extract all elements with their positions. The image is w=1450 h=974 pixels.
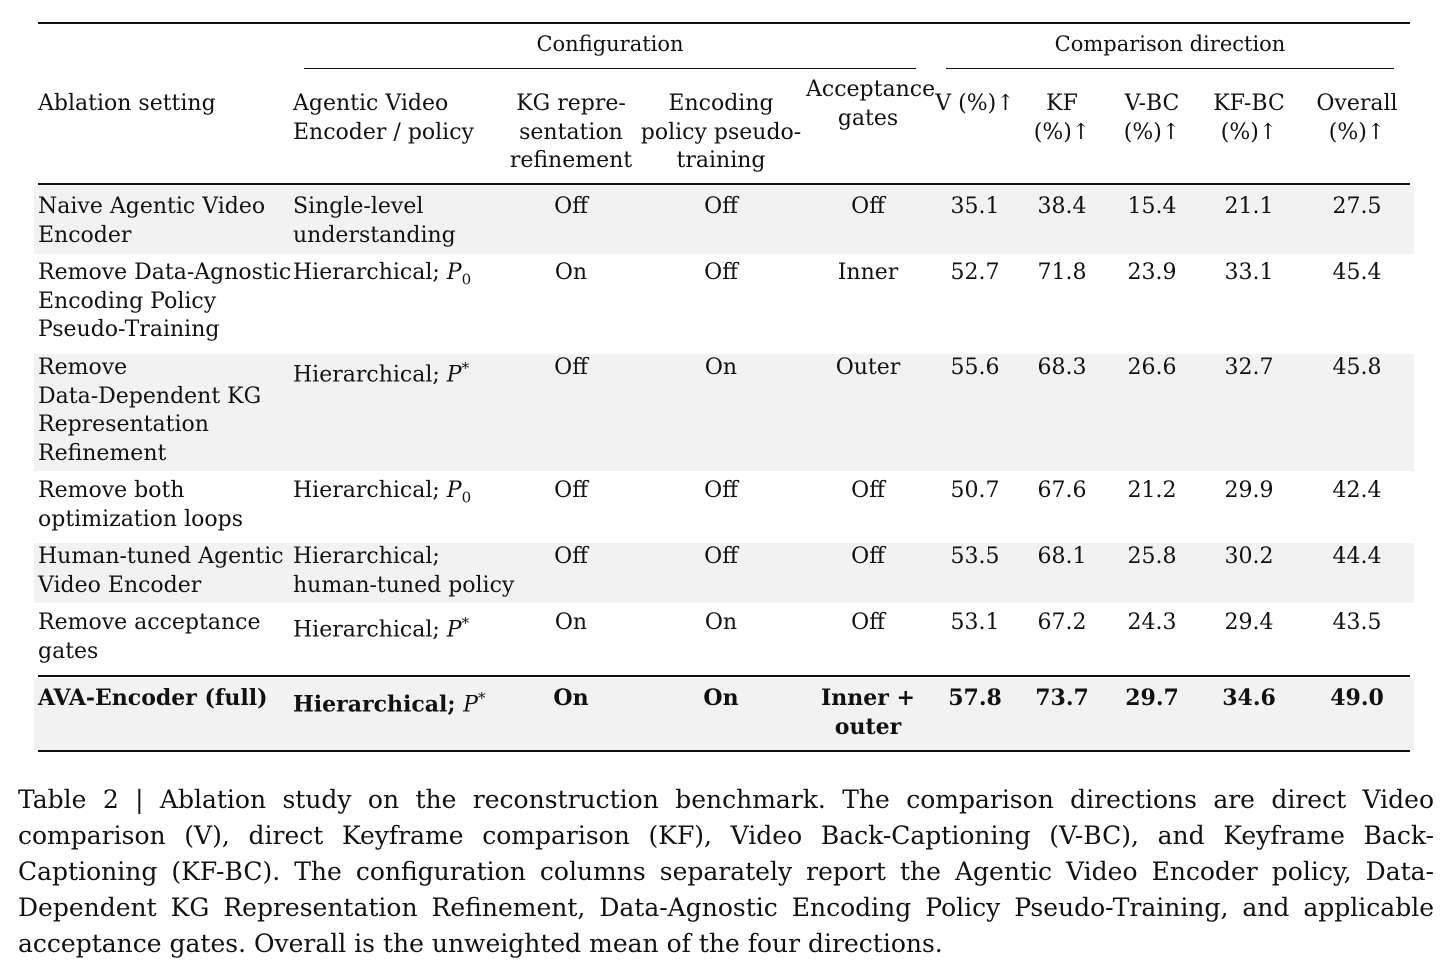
cell-vbc: 21.2 [1127, 478, 1177, 503]
cell-gates: Off [851, 544, 885, 569]
cell-overall: 27.5 [1332, 194, 1382, 219]
cell-policy: Hierarchical; P* [293, 359, 470, 388]
header-acceptance-gates: Acceptance gates [806, 77, 936, 131]
cell-policy: Hierarchical; $P_0$ [293, 478, 472, 507]
cell-v: 55.6 [950, 355, 1000, 380]
cell-enc: Off [704, 478, 738, 503]
cell-overall: 45.8 [1332, 355, 1382, 380]
cell-kfbc: 30.2 [1224, 544, 1274, 569]
cell-policy: Hierarchical; human-tuned policy [293, 544, 515, 598]
cell-policy: Hierarchical; P* [293, 689, 486, 718]
cell-kg: Off [554, 355, 588, 380]
bottom-rule [38, 750, 1410, 752]
cell-setting: Human-tuned Agentic Video Encoder [38, 544, 284, 598]
cell-gates: Inner [837, 260, 899, 285]
cell-policy: Hierarchical; $P_0$ [293, 260, 472, 289]
cell-kf: 71.8 [1037, 260, 1087, 285]
group-comparison: Comparison direction [1054, 32, 1286, 56]
header-encoding-pseudo-training: Encoding policy pseudo- training [640, 91, 802, 173]
group-comparison-rule [946, 68, 1394, 69]
header-overall: Overall (%)↑ [1316, 91, 1398, 145]
cell-gates: Off [851, 478, 885, 503]
cell-vbc: 29.7 [1125, 685, 1179, 711]
full-row-rule [38, 675, 1410, 677]
cell-kf: 38.4 [1037, 194, 1087, 219]
cell-kg: Off [554, 478, 588, 503]
cell-vbc: 26.6 [1127, 355, 1177, 380]
group-configuration-rule [304, 68, 916, 69]
cell-gates: Inner + outer [821, 685, 915, 740]
cell-kf: 73.7 [1035, 685, 1089, 711]
cell-kg: Off [554, 194, 588, 219]
cell-kf: 68.1 [1037, 544, 1087, 569]
cell-setting: Remove acceptance gates [38, 610, 261, 664]
cell-gates: Off [851, 610, 885, 635]
cell-enc: On [703, 685, 739, 711]
cell-vbc: 25.8 [1127, 544, 1177, 569]
header-rule [38, 183, 1410, 185]
cell-enc: Off [704, 260, 738, 285]
cell-v: 50.7 [950, 478, 1000, 503]
cell-setting: Remove Data-Dependent KG Representation Refinement [38, 355, 262, 466]
cell-kfbc: 34.6 [1222, 685, 1276, 711]
cell-kfbc: 32.7 [1224, 355, 1274, 380]
group-configuration: Configuration [536, 32, 684, 56]
cell-kg: On [554, 610, 588, 635]
top-rule [38, 22, 1410, 24]
header-encoder-policy: Agentic Video Encoder / policy [293, 91, 474, 145]
cell-gates: Outer [835, 355, 901, 380]
cell-vbc: 15.4 [1127, 194, 1177, 219]
header-vbc: V-BC (%)↑ [1123, 91, 1181, 145]
cell-v: 53.1 [950, 610, 1000, 635]
cell-enc: On [704, 610, 738, 635]
cell-setting: Remove both optimization loops [38, 478, 243, 532]
cell-kfbc: 29.9 [1224, 478, 1274, 503]
cell-kfbc: 21.1 [1224, 194, 1274, 219]
cell-kf: 68.3 [1037, 355, 1087, 380]
cell-kf: 67.6 [1037, 478, 1087, 503]
cell-setting: Naive Agentic Video Encoder [38, 194, 266, 248]
cell-kfbc: 33.1 [1224, 260, 1274, 285]
cell-enc: On [704, 355, 738, 380]
header-kfbc: KF-BC (%)↑ [1213, 91, 1285, 145]
cell-v: 57.8 [948, 685, 1002, 711]
cell-setting: AVA-Encoder (full) [38, 685, 268, 711]
cell-policy: Hierarchical; P* [293, 614, 470, 643]
cell-policy: Single-level understanding [293, 194, 456, 248]
cell-setting: Remove Data-Agnostic Encoding Policy Pseudo-Training [38, 260, 292, 342]
cell-v: 35.1 [950, 194, 1000, 219]
cell-overall: 44.4 [1332, 544, 1382, 569]
cell-kg: On [554, 260, 588, 285]
cell-enc: Off [704, 194, 738, 219]
cell-overall: 45.4 [1332, 260, 1382, 285]
cell-overall: 49.0 [1330, 685, 1384, 711]
cell-vbc: 24.3 [1127, 610, 1177, 635]
header-ablation-setting: Ablation setting [38, 91, 216, 116]
cell-kf: 67.2 [1037, 610, 1087, 635]
cell-v: 52.7 [950, 260, 1000, 285]
header-kg-refinement: KG repre- sentation refinement [509, 91, 633, 173]
cell-vbc: 23.9 [1127, 260, 1177, 285]
header-kf: KF (%)↑ [1033, 91, 1091, 145]
header-v: V (%)↑ [935, 91, 1015, 116]
cell-enc: Off [704, 544, 738, 569]
cell-kg: On [553, 685, 589, 711]
cell-kg: Off [554, 544, 588, 569]
cell-overall: 43.5 [1332, 610, 1382, 635]
cell-overall: 42.4 [1332, 478, 1382, 503]
cell-v: 53.5 [950, 544, 1000, 569]
table-caption: Table 2 | Ablation study on the reconstruction benchmark. The comparison directions are direct Video comparison (V), direct Keyframe comparison (KF), Video Back-Captioning (V-BC), and Keyframe Back-Captioning (KF-BC). The configuration columns separately report the Agentic Video Encoder policy, Data-Dependent KG Representation Refinement, Data-Agnostic Encoding Policy Pseudo-Training, and applicable acceptance gates. Overall is the unweighted mean of the four directions. [18, 785, 1434, 958]
cell-gates: Off [851, 194, 885, 219]
cell-kfbc: 29.4 [1224, 610, 1274, 635]
